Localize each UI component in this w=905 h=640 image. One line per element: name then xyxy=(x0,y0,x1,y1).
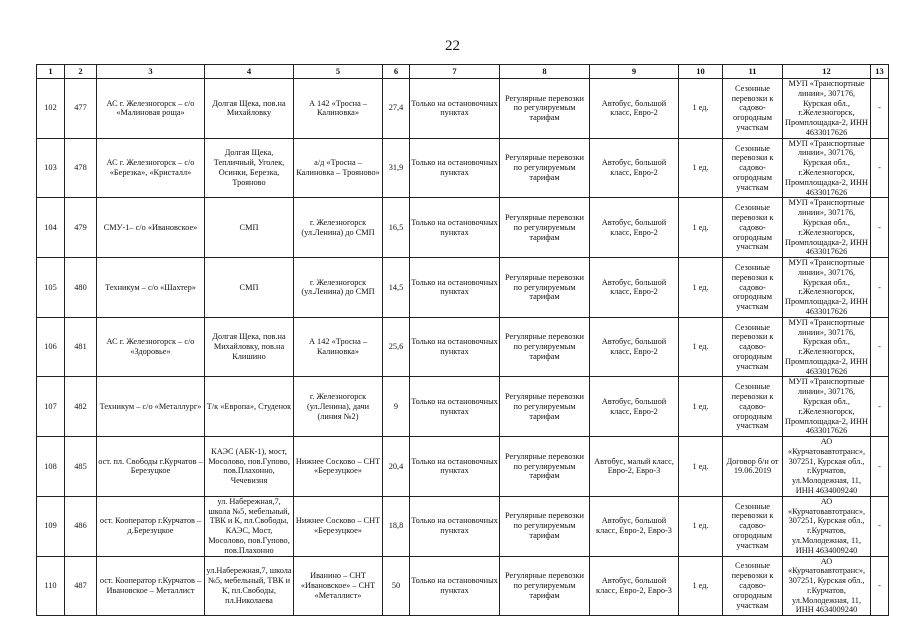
stop-order-cell: Только на остановочных пунктах xyxy=(410,198,500,258)
extra-cell: - xyxy=(871,258,889,318)
carrier-cell: МУП «Транспортные линии», 307176, Курская обл., г.Железногорск, Промплощадка-2, ИНН 4633017626 xyxy=(783,317,871,377)
route-name-cell: ост. Кооператор г.Курчатов – Ивановское – Металлист xyxy=(97,556,205,616)
extra-cell: - xyxy=(871,138,889,198)
route-name-cell: СМУ-1– с/о «Ивановское» xyxy=(97,198,205,258)
vehicle-type-cell: Автобус, большой класс, Евро-2 xyxy=(590,79,679,139)
row-number-cell: 105 xyxy=(37,258,65,318)
intermediate-stops-cell: ул. Набережная,7, школа №5, мебельный, ТВК и К, пл.Свободы, КАЭС, Мост, Мосолово, пов.Гупово, пов.Плахонно xyxy=(205,496,294,556)
column-header: 6 xyxy=(383,65,410,79)
row-number-cell: 107 xyxy=(37,377,65,437)
season-cell: Сезонные перевозки к садово-огородным участкам xyxy=(723,79,783,139)
stop-order-cell: Только на остановочных пунктах xyxy=(410,79,500,139)
vehicle-type-cell: Автобус, большой класс, Евро-2 xyxy=(590,198,679,258)
page-number: 22 xyxy=(445,38,460,54)
streets-roads-cell: Нижнее Сосково – СНТ «Березуцкое» xyxy=(294,437,383,497)
route-name-cell: Техникум – с/о «Шахтер» xyxy=(97,258,205,318)
carrier-cell: АО «Курчатовавтотранс», 307251, Курская обл., г.Курчатов, ул.Молодежная, 11, ИНН 4634009240 xyxy=(783,437,871,497)
column-header: 7 xyxy=(410,65,500,79)
extra-cell: - xyxy=(871,198,889,258)
column-header: 13 xyxy=(871,65,889,79)
route-length-cell: 16,5 xyxy=(383,198,410,258)
column-header: 3 xyxy=(97,65,205,79)
transport-kind-cell: Регулярные перевозки по регулируемым тарифам xyxy=(500,556,590,616)
transport-kind-cell: Регулярные перевозки по регулируемым тарифам xyxy=(500,377,590,437)
streets-roads-cell: А 142 «Тросна – Калиновка» xyxy=(294,79,383,139)
route-name-cell: ост. пл. Свободы г.Курчатов – Березуцкое xyxy=(97,437,205,497)
vehicle-type-cell: Автобус, большой класс, Евро-2 xyxy=(590,317,679,377)
intermediate-stops-cell: Долгая Щека, пов.на Михайловку, пов.на Клишино xyxy=(205,317,294,377)
extra-cell: - xyxy=(871,317,889,377)
transport-kind-cell: Регулярные перевозки по регулируемым тарифам xyxy=(500,79,590,139)
season-cell: Сезонные перевозки к садово-огородным участкам xyxy=(723,377,783,437)
season-cell: Сезонные перевозки к садово-огородным участкам xyxy=(723,198,783,258)
vehicle-count-cell: 1 ед. xyxy=(679,437,723,497)
season-cell: Договор б/н от 19.06.2019 xyxy=(723,437,783,497)
carrier-cell: МУП «Транспортные линии», 307176, Курская обл., г.Железногорск, Промплощадка-2, ИНН 4633017626 xyxy=(783,79,871,139)
intermediate-stops-cell: СМП xyxy=(205,198,294,258)
transport-kind-cell: Регулярные перевозки по регулируемым тарифам xyxy=(500,437,590,497)
intermediate-stops-cell: Т/к «Европа», Студенок xyxy=(205,377,294,437)
vehicle-count-cell: 1 ед. xyxy=(679,198,723,258)
intermediate-stops-cell: Долгая Щека, Тепличный, Уголек, Осинки, Березка, Трояново xyxy=(205,138,294,198)
route-length-cell: 14,5 xyxy=(383,258,410,318)
season-cell: Сезонные перевозки к садово-огородным участкам xyxy=(723,317,783,377)
column-header: 5 xyxy=(294,65,383,79)
carrier-cell: АО «Курчатовавтотранс», 307251, Курская обл., г.Курчатов, ул.Молодежная, 11, ИНН 4634009240 xyxy=(783,556,871,616)
vehicle-count-cell: 1 ед. xyxy=(679,138,723,198)
route-reg-number-cell: 478 xyxy=(65,138,97,198)
streets-roads-cell: а/д «Тросна – Калиновка – Трояново» xyxy=(294,138,383,198)
season-cell: Сезонные перевозки к садово-огородным участкам xyxy=(723,258,783,318)
carrier-cell: МУП «Транспортные линии», 307176, Курская обл., г.Железногорск, Промплощадка-2, ИНН 4633017626 xyxy=(783,377,871,437)
vehicle-type-cell: Автобус, большой класс, Евро-2, Евро-3 xyxy=(590,556,679,616)
route-name-cell: ост. Кооператор г.Курчатов – д.Березуцкое xyxy=(97,496,205,556)
route-length-cell: 25,6 xyxy=(383,317,410,377)
transport-kind-cell: Регулярные перевозки по регулируемым тарифам xyxy=(500,258,590,318)
row-number-cell: 109 xyxy=(37,496,65,556)
table-row xyxy=(37,198,889,258)
table-row xyxy=(37,556,889,616)
route-reg-number-cell: 480 xyxy=(65,258,97,318)
route-reg-number-cell: 485 xyxy=(65,437,97,497)
route-length-cell: 18,8 xyxy=(383,496,410,556)
route-name-cell: Техникум – с/о «Металлург» xyxy=(97,377,205,437)
streets-roads-cell: г. Железногорск (ул.Ленина) до СМП xyxy=(294,258,383,318)
streets-roads-cell: Нижнее Сосково – СНТ «Березуцкое» xyxy=(294,496,383,556)
route-length-cell: 50 xyxy=(383,556,410,616)
table-body xyxy=(37,79,889,616)
intermediate-stops-cell: Долгая Щека, пов.на Михайловку xyxy=(205,79,294,139)
vehicle-count-cell: 1 ед. xyxy=(679,496,723,556)
row-number-cell: 106 xyxy=(37,317,65,377)
extra-cell: - xyxy=(871,556,889,616)
column-header: 1 xyxy=(37,65,65,79)
route-length-cell: 20,4 xyxy=(383,437,410,497)
row-number-cell: 108 xyxy=(37,437,65,497)
column-header: 4 xyxy=(205,65,294,79)
season-cell: Сезонные перевозки к садово-огородным участкам xyxy=(723,138,783,198)
route-reg-number-cell: 477 xyxy=(65,79,97,139)
extra-cell: - xyxy=(871,496,889,556)
stop-order-cell: Только на остановочных пунктах xyxy=(410,437,500,497)
route-reg-number-cell: 481 xyxy=(65,317,97,377)
column-header: 2 xyxy=(65,65,97,79)
extra-cell: - xyxy=(871,377,889,437)
vehicle-type-cell: Автобус, большой класс, Евро-2 xyxy=(590,258,679,318)
vehicle-count-cell: 1 ед. xyxy=(679,317,723,377)
route-length-cell: 9 xyxy=(383,377,410,437)
vehicle-type-cell: Автобус, большой класс, Евро-2 xyxy=(590,377,679,437)
row-number-cell: 104 xyxy=(37,198,65,258)
vehicle-type-cell: Автобус, большой класс, Евро-2 xyxy=(590,138,679,198)
streets-roads-cell: г. Железногорск (ул.Ленина) до СМП xyxy=(294,198,383,258)
vehicle-count-cell: 1 ед. xyxy=(679,79,723,139)
stop-order-cell: Только на остановочных пунктах xyxy=(410,138,500,198)
stop-order-cell: Только на остановочных пунктах xyxy=(410,556,500,616)
table-row xyxy=(37,317,889,377)
route-reg-number-cell: 479 xyxy=(65,198,97,258)
carrier-cell: МУП «Транспортные линии», 307176, Курская обл., г.Железногорск, Промплощадка-2, ИНН 4633017626 xyxy=(783,258,871,318)
row-number-cell: 110 xyxy=(37,556,65,616)
route-length-cell: 31,9 xyxy=(383,138,410,198)
route-reg-number-cell: 482 xyxy=(65,377,97,437)
stop-order-cell: Только на остановочных пунктах xyxy=(410,258,500,318)
route-name-cell: АС г. Железногорск – с/о «Малиновая роща» xyxy=(97,79,205,139)
intermediate-stops-cell: КАЭС (АБК-1), мост, Мосолово, пов.Гупово, пов.Плахонно, Чечевизня xyxy=(205,437,294,497)
extra-cell: - xyxy=(871,437,889,497)
table-row xyxy=(37,258,889,318)
vehicle-type-cell: Автобус, малый класс, Евро-2, Евро-3 xyxy=(590,437,679,497)
table-row xyxy=(37,496,889,556)
carrier-cell: АО «Курчатовавтотранс», 307251, Курская обл., г.Курчатов, ул.Молодежная, 11, ИНН 4634009240 xyxy=(783,496,871,556)
table-row xyxy=(37,437,889,497)
header-row xyxy=(37,65,889,79)
vehicle-type-cell: Автобус, большой класс, Евро-2, Евро-3 xyxy=(590,496,679,556)
table-row xyxy=(37,79,889,139)
table-row xyxy=(37,138,889,198)
season-cell: Сезонные перевозки к садово-огородным участкам xyxy=(723,556,783,616)
vehicle-count-cell: 1 ед. xyxy=(679,556,723,616)
stop-order-cell: Только на остановочных пунктах xyxy=(410,496,500,556)
row-number-cell: 103 xyxy=(37,138,65,198)
vehicle-count-cell: 1 ед. xyxy=(679,258,723,318)
transport-kind-cell: Регулярные перевозки по регулируемым тарифам xyxy=(500,317,590,377)
column-header: 9 xyxy=(590,65,679,79)
extra-cell: - xyxy=(871,79,889,139)
carrier-cell: МУП «Транспортные линии», 307176, Курская обл., г.Железногорск, Промплощадка-2, ИНН 4633017626 xyxy=(783,198,871,258)
intermediate-stops-cell: ул.Набережная,7, школа №5, мебельный, ТВК и К, пл.Свободы, пл.Николаева xyxy=(205,556,294,616)
column-header: 11 xyxy=(723,65,783,79)
intermediate-stops-cell: СМП xyxy=(205,258,294,318)
streets-roads-cell: А 142 «Тросна – Калиновка» xyxy=(294,317,383,377)
column-header: 12 xyxy=(783,65,871,79)
route-reg-number-cell: 486 xyxy=(65,496,97,556)
column-header: 8 xyxy=(500,65,590,79)
route-length-cell: 27,4 xyxy=(383,79,410,139)
route-name-cell: АС г. Железногорск – с/о «Березка», «Кристалл» xyxy=(97,138,205,198)
route-name-cell: АС г. Железногорск – с/о «Здоровье» xyxy=(97,317,205,377)
vehicle-count-cell: 1 ед. xyxy=(679,377,723,437)
column-header: 10 xyxy=(679,65,723,79)
row-number-cell: 102 xyxy=(37,79,65,139)
route-reg-number-cell: 487 xyxy=(65,556,97,616)
stop-order-cell: Только на остановочных пунктах xyxy=(410,377,500,437)
transport-kind-cell: Регулярные перевозки по регулируемым тарифам xyxy=(500,496,590,556)
streets-roads-cell: г. Железногорск (ул.Ленина), дачи (линия №2) xyxy=(294,377,383,437)
carrier-cell: МУП «Транспортные линии», 307176, Курская обл., г.Железногорск, Промплощадка-2, ИНН 4633017626 xyxy=(783,138,871,198)
transport-kind-cell: Регулярные перевозки по регулируемым тарифам xyxy=(500,138,590,198)
streets-roads-cell: Иванино – СНТ «Ивановское» – СНТ «Металлист» xyxy=(294,556,383,616)
season-cell: Сезонные перевозки к садово-огородным участкам xyxy=(723,496,783,556)
transport-kind-cell: Регулярные перевозки по регулируемым тарифам xyxy=(500,198,590,258)
routes-table xyxy=(36,64,889,616)
stop-order-cell: Только на остановочных пунктах xyxy=(410,317,500,377)
table-row xyxy=(37,377,889,437)
